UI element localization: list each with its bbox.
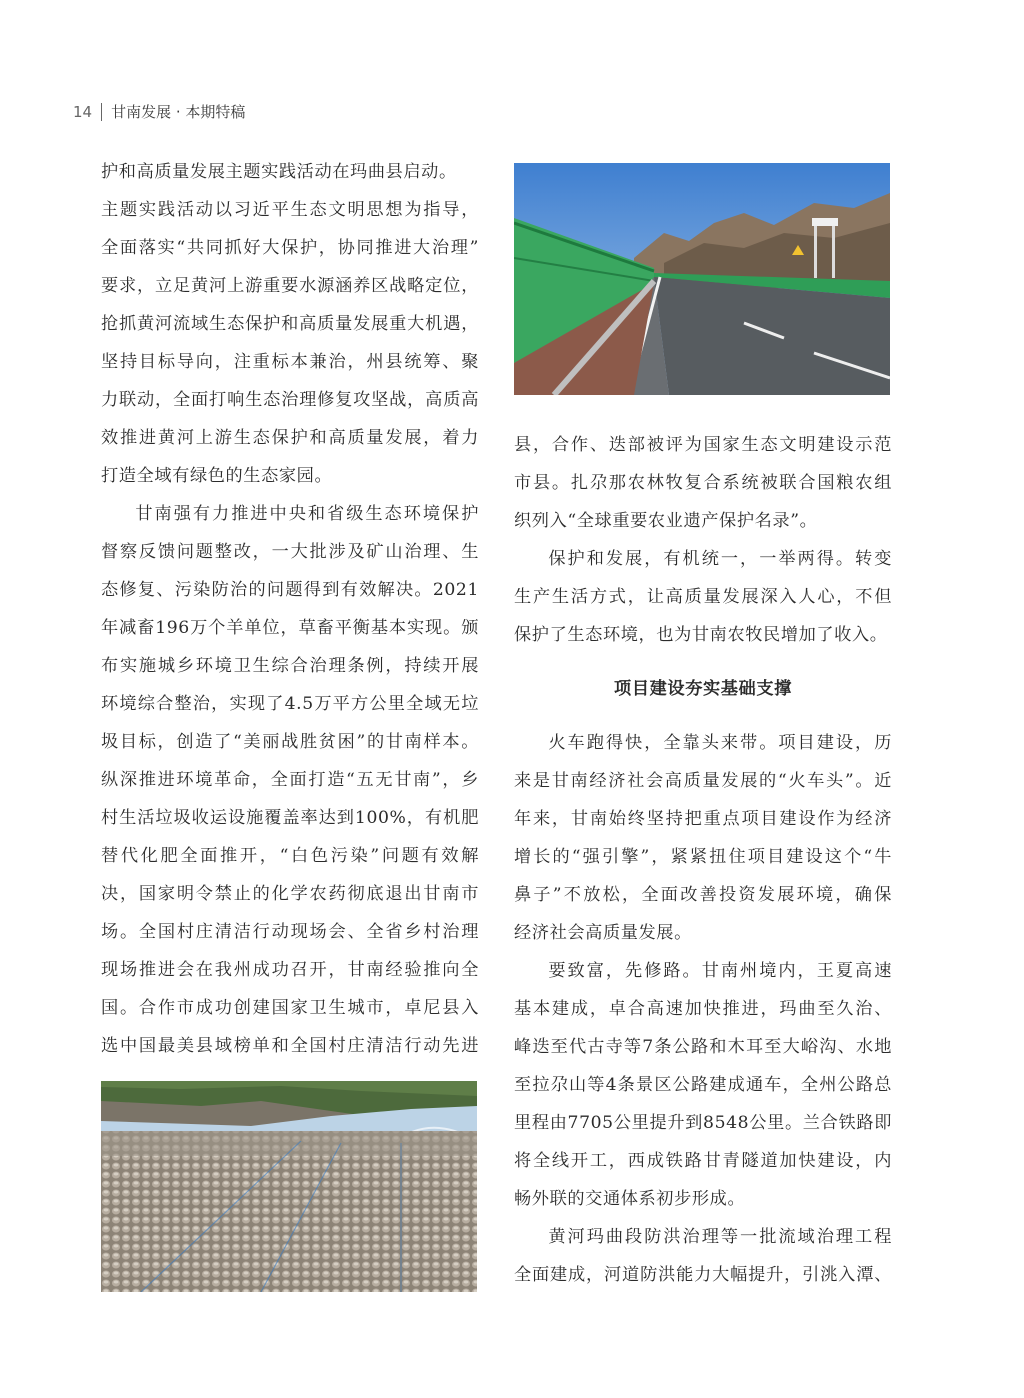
page-header	[73, 101, 245, 122]
text-line: 峰迭至代古寺等7条公路和木耳至大峪沟、水地	[514, 1037, 892, 1057]
text-line: 决，国家明令禁止的化学农药彻底退出甘南市	[101, 884, 479, 904]
text-line: 要求，立足黄河上游重要水源涵养区战略定位，	[101, 276, 479, 296]
header-divider	[101, 103, 102, 121]
text-line: 织列入“全球重要农业遗产保护名录”。	[514, 511, 818, 531]
right-text-column	[514, 426, 892, 1294]
text-line: 全面落实“共同抓好大保护，协同推进大治理”	[101, 238, 479, 258]
text-line: 基本建成，卓合高速加快推进，玛曲至久治、	[514, 999, 892, 1019]
greenhouse-farm-photo	[101, 1081, 477, 1292]
paragraph-demo-counties	[514, 426, 892, 540]
paragraph-river-governance	[514, 1218, 892, 1294]
text-line: 市县。扎尕那农林牧复合系统被联合国粮农组	[514, 473, 892, 493]
text-line: 甘南强有力推进中央和省级生态环境保护	[135, 504, 479, 524]
highway-photo	[514, 163, 890, 395]
text-line: 打造全域有绿色的生态家园。	[101, 466, 333, 486]
text-line: 黄河玛曲段防洪治理等一批流域治理工程	[548, 1227, 892, 1247]
text-line: 坚持目标导向，注重标本兼治，州县统筹、聚	[101, 352, 479, 372]
text-line: 至拉尕山等4条景区公路建成通车，全州公路总	[514, 1075, 892, 1095]
text-line: 将全线开工，西成铁路甘青隧道加快建设，内	[514, 1151, 892, 1171]
text-line: 年减畜196万个羊单位，草畜平衡基本实现。颁	[101, 618, 479, 638]
text-line: 来是甘南经济社会高质量发展的“火车头”。近	[514, 771, 892, 791]
text-line: 主题实践活动以习近平生态文明思想为指导，	[101, 200, 479, 220]
section-subheading: 项目建设夯实基础支撑	[614, 679, 792, 699]
paragraph-protection-development	[514, 540, 892, 654]
text-line: 现场推进会在我州成功召开，甘南经验推向全	[101, 960, 479, 980]
paragraph-roads	[514, 952, 892, 1218]
text-line: 经济社会高质量发展。	[514, 923, 692, 943]
text-line: 增长的“强引擎”，紧紧扭住项目建设这个“牛	[514, 847, 892, 867]
text-line: 效推进黄河上游生态保护和高质量发展，着力	[101, 428, 479, 448]
paragraph-theme-activity	[101, 191, 479, 495]
page-number: 14	[73, 102, 93, 121]
text-line: 年来，甘南始终坚持把重点项目建设作为经济	[514, 809, 892, 829]
text-line: 火车跑得快，全靠头来带。项目建设，历	[548, 733, 892, 753]
text-line: 要致富，先修路。甘南州境内，王夏高速	[548, 961, 892, 981]
text-line: 县，合作、迭部被评为国家生态文明建设示范	[514, 435, 892, 455]
text-line: 国。合作市成功创建国家卫生城市，卓尼县入	[101, 998, 479, 1018]
text-line: 督察反馈问题整改，一大批涉及矿山治理、生	[101, 542, 479, 562]
text-line: 力联动，全面打响生态治理修复攻坚战，高质高	[101, 390, 479, 410]
text-line: 态修复、污染防治的问题得到有效解决。2021	[101, 580, 479, 600]
text-line: 圾目标，创造了“美丽战胜贫困”的甘南样本。	[101, 732, 479, 752]
text-line: 替代化肥全面推开，“白色污染”问题有效解	[101, 846, 479, 866]
text-line: 保护了生态环境，也为甘南农牧民增加了收入。	[514, 625, 888, 645]
text-line: 选中国最美县域榜单和全国村庄清洁行动先进	[101, 1036, 479, 1056]
text-line: 保护和发展，有机统一，一举两得。转变	[548, 549, 892, 569]
text-line: 抢抓黄河流域生态保护和高质量发展重大机遇，	[101, 314, 479, 334]
paragraph-project-construction	[514, 724, 892, 952]
text-line: 纵深推进环境革命，全面打造“五无甘南”，乡	[101, 770, 479, 790]
section-title: 甘南发展 · 本期特稿	[111, 103, 246, 121]
left-text-column	[101, 153, 479, 1065]
text-line: 鼻子”不放松，全面改善投资发展环境，确保	[514, 885, 892, 905]
text-line: 生产生活方式，让高质量发展深入人心，不但	[514, 587, 892, 607]
text-line: 畅外联的交通体系初步形成。	[514, 1189, 746, 1209]
text-line: 环境综合整治，实现了4.5万平方公里全域无垃	[101, 694, 479, 714]
text-line: 村生活垃圾收运设施覆盖率达到100%，有机肥	[101, 808, 479, 828]
text-line: 场。全国村庄清洁行动现场会、全省乡村治理	[101, 922, 479, 942]
continued-paragraph: 护和高质量发展主题实践活动在玛曲县启动。	[101, 162, 457, 182]
text-line: 布实施城乡环境卫生综合治理条例，持续开展	[101, 656, 479, 676]
text-line: 全面建成，河道防洪能力大幅提升，引洮入潭、	[514, 1265, 892, 1285]
paragraph-environment	[101, 495, 479, 1065]
text-line: 里程由7705公里提升到8548公里。兰合铁路即	[514, 1113, 892, 1133]
